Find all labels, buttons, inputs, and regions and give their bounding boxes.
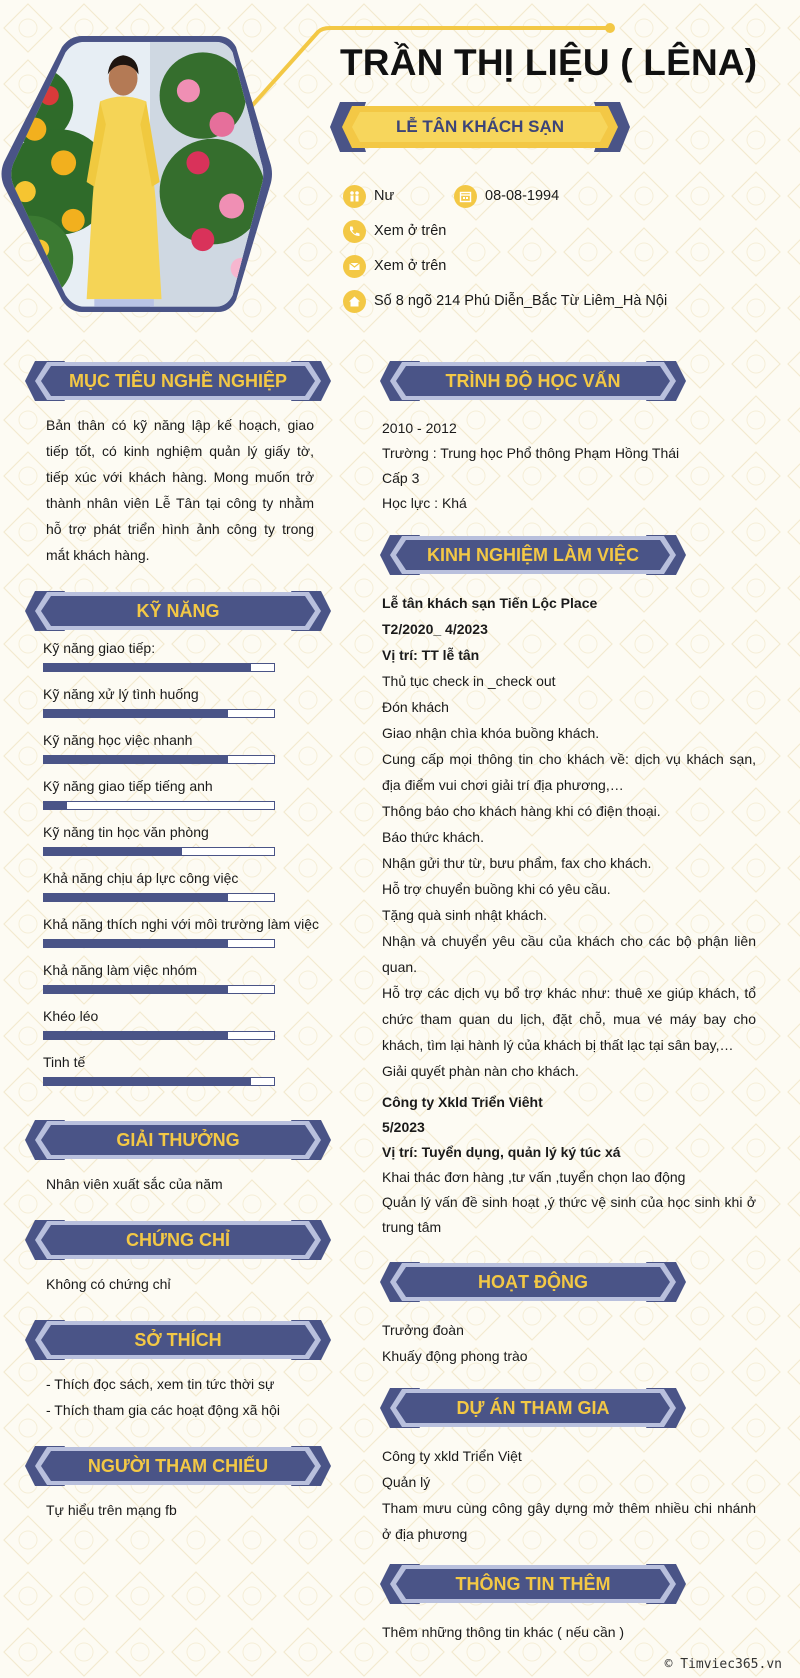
skill-level-bar <box>43 709 275 718</box>
skill-level-fill <box>44 664 251 671</box>
email-value: Xem ở trên <box>374 258 447 274</box>
skill-label: Khéo léo <box>43 1008 99 1024</box>
job-duty: Nhận gửi thư từ, bưu phẩm, fax cho khách. <box>382 855 652 871</box>
job-position: Vị trí: TT lễ tân <box>382 647 480 663</box>
job-duty: Hỗ trợ các dịch vụ bổ trợ khác như: thuê xe giúp khách, tổ chức tham quan du lịch, đặt chỗ, mua vé máy bay cho khách, tìm lại hành lý của khách bị thất lạc tại sân bay,… <box>382 985 756 1053</box>
email-row <box>343 254 446 278</box>
skill-item <box>43 824 283 856</box>
skill-item <box>43 640 283 672</box>
skill-level-fill <box>44 1078 251 1085</box>
awards-heading <box>25 1118 331 1162</box>
project-item: Công ty xkld Triển Việt <box>382 1448 522 1464</box>
address-row <box>343 289 667 313</box>
certificates-heading <box>25 1218 331 1262</box>
additional-info-heading <box>380 1562 686 1606</box>
skill-level-fill <box>44 848 182 855</box>
objective-heading <box>25 359 331 403</box>
experience-job-1 <box>382 590 756 1084</box>
skill-level-bar <box>43 985 275 994</box>
birthday-value: 08-08-1994 <box>485 188 560 204</box>
skill-label: Khả năng thích nghi với môi trường làm việc <box>43 916 319 932</box>
address-value: Số 8 ngõ 214 Phú Diễn_Bắc Từ Liêm_Hà Nội <box>374 293 668 309</box>
job-company: Công ty Xkld Triển Viêht <box>382 1094 543 1110</box>
skill-level-fill <box>44 1032 228 1039</box>
job-position: Vị trí: Tuyển dụng, quản lý ký túc xá <box>382 1144 621 1160</box>
gender-row <box>343 184 394 208</box>
activity-item: Trưởng đoàn <box>382 1322 464 1338</box>
projects-title: DỰ ÁN THAM GIA <box>456 1397 610 1418</box>
skill-label: Kỹ năng học việc nhanh <box>43 732 193 748</box>
additional-info-text: Thêm những thông tin khác ( nếu cần ) <box>382 1624 625 1640</box>
job-duty: Nhận và chuyển yêu cầu của khách cho các bộ phận liên quan. <box>382 933 756 975</box>
skill-label: Kỹ năng giao tiếp tiếng anh <box>43 778 213 794</box>
skill-level-fill <box>44 710 228 717</box>
skill-label: Kỹ năng xử lý tình huống <box>43 686 199 702</box>
education-period: 2010 - 2012 <box>382 420 457 436</box>
skill-item <box>43 778 283 810</box>
skill-level-fill <box>44 756 228 763</box>
phone-value: Xem ở trên <box>374 223 447 239</box>
gender-icon <box>343 185 366 208</box>
skill-item <box>43 1008 283 1040</box>
skill-item <box>43 1054 283 1086</box>
references-text: Tự hiểu trên mạng fb <box>46 1502 177 1518</box>
hobbies-list <box>46 1371 326 1423</box>
skill-level-fill <box>44 986 228 993</box>
skill-level-fill <box>44 802 67 809</box>
skill-level-bar <box>43 1031 275 1040</box>
awards-title: GIẢI THƯỞNG <box>116 1129 240 1150</box>
skill-level-bar <box>43 1077 275 1086</box>
projects-heading <box>380 1386 686 1430</box>
candidate-name: TRẦN THỊ LIỆU ( LÊNA) <box>340 42 758 83</box>
skill-level-bar <box>43 755 275 764</box>
skill-level-bar <box>43 939 275 948</box>
additional-info-title: THÔNG TIN THÊM <box>455 1573 611 1594</box>
skill-level-bar <box>43 847 275 856</box>
job-title-banner <box>330 98 630 156</box>
skill-level-fill <box>44 940 228 947</box>
watermark: © Timviec365.vn <box>664 1657 782 1672</box>
skill-label: Khả năng chịu áp lực công việc <box>43 870 239 886</box>
skill-level-bar <box>43 801 275 810</box>
job-duty: Giao nhận chìa khóa buồng khách. <box>382 725 600 741</box>
mail-icon <box>343 255 366 278</box>
job-duty: Báo thức khách. <box>382 829 484 845</box>
skill-item <box>43 870 283 902</box>
projects-list <box>382 1443 756 1547</box>
phone-icon <box>343 220 366 243</box>
objective-text: Bản thân có kỹ năng lập kế hoạch, giao tiếp tốt, có kinh nghiệm quản lý giấy tờ, tiếp xúc với khách hàng. Mong muốn trở thành nhân viên Lễ Tân tại công ty nhằm hỗ trợ phát triển hình ảnh công ty trong mắt khách hàng. <box>46 417 314 563</box>
experience-heading <box>380 533 686 577</box>
job-duty: Giải quyết phàn nàn cho khách. <box>382 1063 579 1079</box>
hobby-item: - Thích đọc sách, xem tin tức thời sự <box>46 1376 275 1392</box>
job-company: Lễ tân khách sạn Tiến Lộc Place <box>382 595 598 611</box>
job-duty: Hỗ trợ chuyển buồng khi có yêu cầu. <box>382 881 611 897</box>
skill-level-bar <box>43 663 275 672</box>
skill-level-bar <box>43 893 275 902</box>
activities-list <box>382 1317 756 1369</box>
avatar <box>0 32 275 332</box>
activities-heading <box>380 1260 686 1304</box>
experience-job-2 <box>382 1090 756 1240</box>
gender-value: Nư <box>374 188 395 204</box>
references-title: NGƯỜI THAM CHIẾU <box>87 1455 269 1476</box>
skill-label: Tinh tế <box>43 1054 86 1070</box>
birthday-row <box>454 184 559 208</box>
education-details <box>382 416 756 516</box>
hobbies-title: SỞ THÍCH <box>134 1329 222 1350</box>
skill-label: Khả năng làm việc nhóm <box>43 962 198 978</box>
skill-item <box>43 916 319 948</box>
certificates-text: Không có chứng chỉ <box>46 1276 171 1292</box>
activities-title: HOẠT ĐỘNG <box>478 1271 588 1292</box>
awards-text: Nhân viên xuất sắc của năm <box>46 1176 223 1192</box>
skills-title: KỸ NĂNG <box>136 600 220 621</box>
education-grade: Học lực : Khá <box>382 495 467 511</box>
skill-item <box>43 686 283 718</box>
job-period: T2/2020_ 4/2023 <box>382 621 488 637</box>
job-duty: Khai thác đơn hàng ,tư vấn ,tuyển chọn lao động <box>382 1169 686 1185</box>
job-duty: Đón khách <box>382 699 449 715</box>
hobby-item: - Thích tham gia các hoạt động xã hội <box>46 1402 280 1418</box>
education-level: Cấp 3 <box>382 470 420 486</box>
experience-title: KINH NGHIỆM LÀM VIỆC <box>426 544 639 565</box>
references-heading <box>25 1444 331 1488</box>
skills-heading <box>25 589 331 633</box>
job-duty: Tặng quà sinh nhật khách. <box>382 907 548 923</box>
certificates-title: CHỨNG CHỈ <box>126 1229 230 1250</box>
skill-label: Kỹ năng giao tiếp: <box>43 640 156 656</box>
home-icon <box>343 290 366 313</box>
job-duty: Thủ tục check in _check out <box>382 673 556 689</box>
job-period: 5/2023 <box>382 1119 425 1135</box>
job-duty: Cung cấp mọi thông tin cho khách về: dịch vụ khách sạn, địa điểm vui chơi giải trí địa phương,… <box>382 751 756 793</box>
job-title: LỄ TÂN KHÁCH SẠN <box>395 117 565 136</box>
hobbies-heading <box>25 1318 331 1362</box>
skill-item <box>43 962 283 994</box>
education-school: Trường : Trung học Phổ thông Phạm Hồng Thái <box>382 445 680 461</box>
project-item: Quản lý <box>382 1474 431 1490</box>
education-heading <box>380 359 686 403</box>
education-title: TRÌNH ĐỘ HỌC VẤN <box>445 370 621 391</box>
job-duty: Quản lý vấn đề sinh hoạt ,ý thức vệ sinh của học sinh khi ở trung tâm <box>382 1194 756 1235</box>
activity-item: Khuấy động phong trào <box>382 1348 528 1364</box>
skill-item <box>43 732 283 764</box>
skill-level-fill <box>44 894 228 901</box>
job-duty: Thông báo cho khách hàng khi có điện thoại. <box>382 803 661 819</box>
objective-title: MỤC TIÊU NGHỀ NGHIỆP <box>68 370 287 391</box>
calendar-icon <box>454 185 477 208</box>
project-item: Tham mưu cùng công gây dựng mở thêm nhiều chi nhánh ở địa phương <box>382 1500 756 1542</box>
skill-label: Kỹ năng tin học văn phòng <box>43 824 209 840</box>
phone-row <box>343 219 446 243</box>
